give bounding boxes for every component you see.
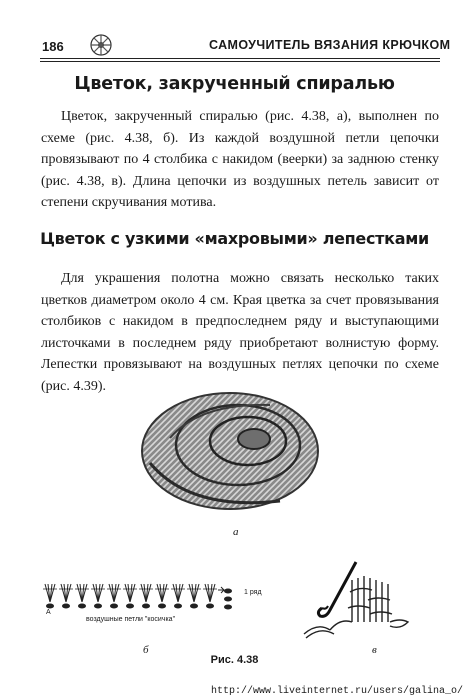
- chart-start-label: А: [46, 609, 51, 616]
- section-heading-spiral: Цветок, закрученный спиралью: [74, 74, 395, 94]
- figure-label-a: а: [233, 526, 239, 538]
- header-rule-bottom: [40, 61, 440, 62]
- crochet-hook-drawing: [300, 560, 412, 640]
- crochet-chart-b: [38, 578, 238, 614]
- header-rule-top: [40, 58, 440, 59]
- flower-ornament-icon: [88, 32, 114, 58]
- section-heading-petals: Цветок с узкими «махровыми» лепестками: [40, 229, 429, 248]
- row-label: 1 ряд: [244, 589, 262, 596]
- running-title: САМОУЧИТЕЛЬ ВЯЗАНИЯ КРЮЧКОМ: [209, 38, 451, 52]
- section-text-petals: Для украшения полотна можно связать несколько таких цветков диаметром около 4 см. Края цветка за счет провязывания столбиков с накидом в предпоследнем ряду и выступающими листочками в последнем ряду приобретают волнистую форму. Лепестки провязывают на воздушных петлях цепочки по схеме (рис. 4.39).: [41, 271, 439, 394]
- figure-label-b: б: [143, 644, 149, 656]
- section-text-spiral: Цветок, закрученный спиралью (рис. 4.38, а), выполнен по схеме (рис. 4.38, б). Из каждой воздушной петли цепочки провязывают по 4 столбика с накидом (веерки) за заднюю стенку (рис. 4.38, в). Длина цепочки из воздушных петель зависит от степени скручивания мотива.: [41, 109, 439, 210]
- spiral-flower-photo: [130, 383, 330, 518]
- chain-label: воздушные петли "косичка": [86, 616, 176, 623]
- page-number: 186: [42, 39, 64, 54]
- figure-caption: Рис. 4.38: [210, 654, 259, 666]
- figure-label-v: в: [372, 644, 377, 656]
- watermark-url: http://www.liveinternet.ru/users/galina_o/: [210, 686, 463, 697]
